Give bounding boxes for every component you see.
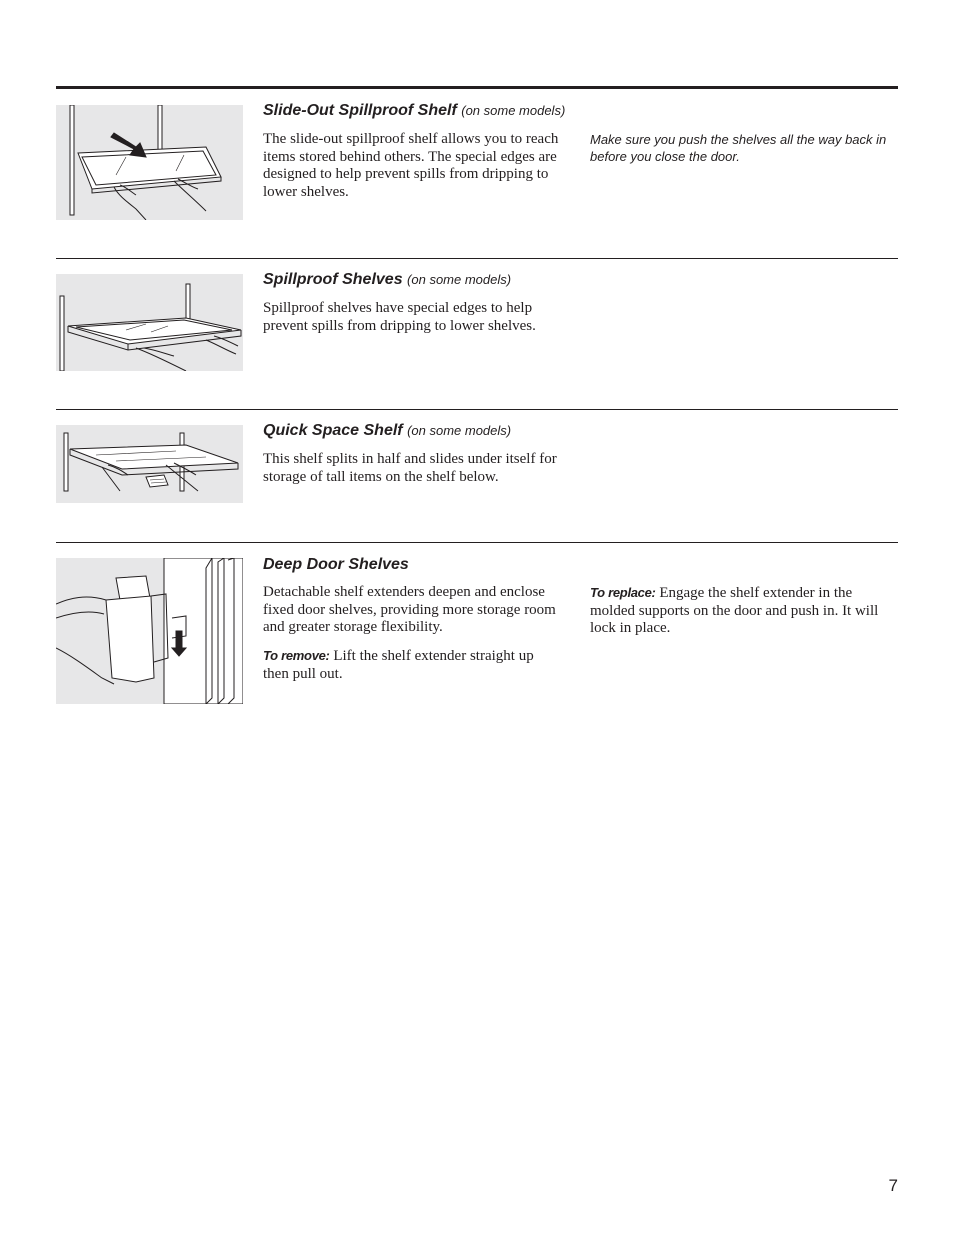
section-title: Slide-Out Spillproof Shelf (on some models) [263,102,566,119]
side-note: Make sure you push the shelves all the way back in before you close the door. [590,132,887,164]
section-body: This shelf splits in half and slides under itself for storage of tall items on the shelf below. [263,451,557,485]
remove-label: To remove: [263,648,330,663]
slide-out-shelf-illustration [56,105,243,220]
section-divider [56,258,898,259]
section-divider [56,409,898,410]
section-title: Deep Door Shelves [263,556,409,573]
remove-instructions [263,647,563,683]
quick-space-shelf-illustration [56,425,243,503]
replace-text: Engage the shelf extender in the molded supports on the door and push in. It will lock in place. [590,585,879,636]
section-title: Spillproof Shelves (on some models) [263,271,512,288]
section-body: The slide-out spillproof shelf allows you to reach items stored behind others. The special edges are designed to help prevent spills from dripping to lower shelves. [263,131,559,200]
deep-door-shelf-illustration [56,558,243,704]
replace-instructions [590,584,885,638]
section-title: Quick Space Shelf (on some models) [263,422,512,439]
replace-label: To replace: [590,585,656,600]
section-body: Detachable shelf extenders deepen and enclose fixed door shelves, providing more storage room and greater storage flexibility. [263,584,556,635]
section-body: Spillproof shelves have special edges to help prevent spills from dripping to lower shelves. [263,300,536,334]
section-divider [56,542,898,543]
page-number: 7 [888,1176,898,1195]
remove-text: Lift the shelf extender straight up then pull out. [263,648,534,682]
section-divider [56,86,898,89]
spillproof-shelf-illustration [56,274,243,371]
